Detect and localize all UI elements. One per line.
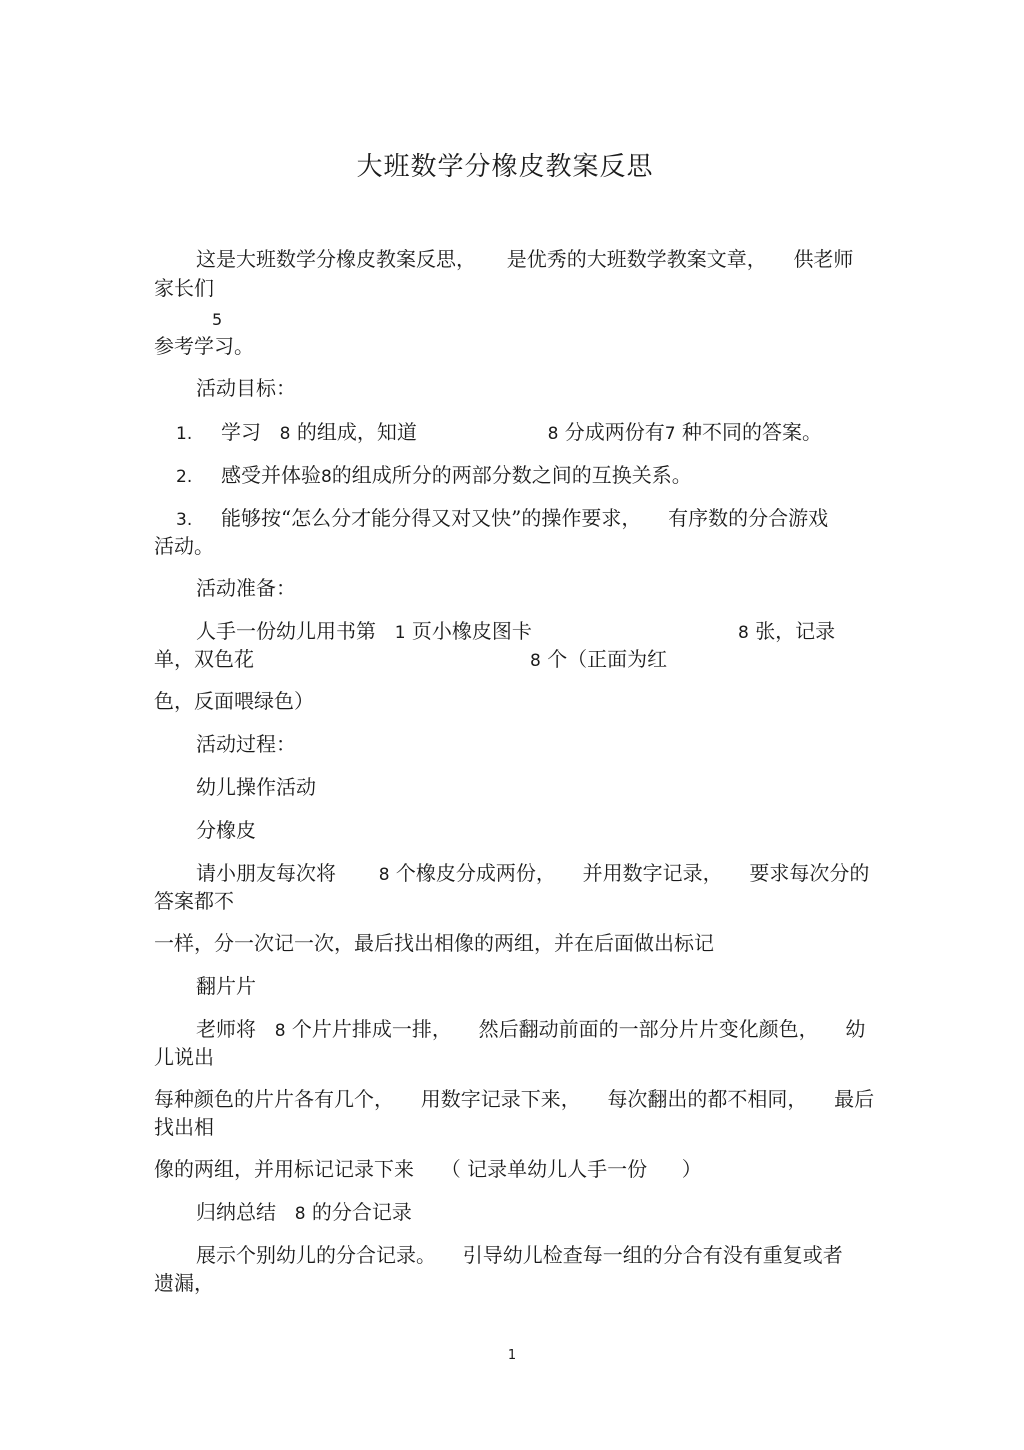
process-text: 展示个别幼儿的分合记录。 [196, 1243, 436, 1267]
process-text: 幼 [845, 1017, 866, 1041]
goal-text: 感受并体验 [220, 463, 321, 487]
process-text: 像的两组，并用标记记录下来 [154, 1157, 414, 1181]
goal-item-1 [176, 420, 822, 446]
process-text: 引导幼儿检查每一组的分合有没有重复或者 [462, 1243, 843, 1267]
process-text: 每种颜色的片片各有几个， [154, 1087, 394, 1111]
process-text: ） [681, 1157, 702, 1181]
process-text: 个片片排成一排， [291, 1017, 452, 1041]
goal-value: 8 [547, 424, 559, 444]
intro-text: 这是大班数学分橡皮教案反思， [196, 247, 476, 271]
prep-text: 人手一份幼儿用书第 [196, 619, 376, 643]
process-value: 8 [378, 865, 390, 885]
intro-line-1 [196, 247, 853, 271]
prep-value: 8 [738, 623, 749, 643]
process-p4-line [154, 1157, 702, 1181]
process-text: 然后翻动前面的一部分片片变化颜色， [478, 1017, 819, 1041]
process-p1-line-3: 一样，分一次记一次，最后找出相像的两组，并在后面做出标记 [154, 931, 714, 955]
process-value: 8 [274, 1021, 286, 1041]
process-sub-1: 幼儿操作活动 [196, 775, 316, 799]
goal-text: 学习 [220, 420, 261, 444]
goal-item-3-cont: 活动。 [154, 534, 214, 558]
goal-item-2 [176, 463, 692, 489]
process-text: （ 记录单幼儿人手一份 [440, 1157, 648, 1181]
goal-value: 7 [664, 424, 676, 444]
prep-text: 个（正面为红 [547, 647, 668, 671]
goal-number: 2. [176, 467, 193, 487]
process-p2-line-1 [196, 1017, 865, 1043]
goal-text: 的组成所分的两部分数之间的互换关系。 [331, 463, 692, 487]
goal-value: 8 [279, 424, 291, 444]
prep-line-1 [196, 619, 532, 645]
process-text: 要求每次分的 [749, 861, 870, 885]
goal-text: 分成两份有 [564, 420, 665, 444]
process-text: 并用数字记录， [582, 861, 723, 885]
process-text: 请小朋友每次将 [196, 861, 336, 885]
goals-heading: 活动目标： [196, 376, 296, 400]
prep-heading: 活动准备： [196, 576, 296, 600]
process-text: 的分合记录 [311, 1200, 412, 1224]
prep-line-1-right [738, 619, 835, 645]
intro-number: 5 [212, 310, 223, 329]
process-text: 个橡皮分成两份， [395, 861, 556, 885]
process-text: 每次翻出的都不相同， [607, 1087, 808, 1111]
goal-item-3 [176, 506, 828, 532]
prep-text: 张，记录 [755, 619, 836, 643]
page-number: 1 [507, 1348, 517, 1363]
process-p2-line-2: 儿说出 [154, 1045, 214, 1069]
process-text: 最后 [834, 1087, 875, 1111]
prep-line-3: 色，反面喂绿色） [154, 689, 314, 713]
document-title: 大班数学分橡皮教案反思 [356, 152, 654, 182]
goal-number: 3. [176, 510, 193, 530]
process-sub-2: 分橡皮 [196, 818, 256, 842]
goal-number: 1. [176, 424, 193, 444]
prep-text: 页小橡皮图卡 [411, 619, 532, 643]
process-heading: 活动过程： [196, 732, 296, 756]
goal-text: 能够按“怎么分才能分得又对又快”的操作要求， [220, 506, 642, 530]
process-value: 8 [294, 1204, 306, 1224]
prep-line-2-right [530, 647, 667, 673]
intro-line-2: 家长们 [154, 276, 214, 300]
process-p3-line-2: 找出相 [154, 1115, 214, 1139]
process-p5-line-2: 遗漏， [154, 1271, 214, 1295]
process-sub-3: 翻片片 [196, 974, 256, 998]
intro-text: 是优秀的大班数学教案文章， [506, 247, 767, 271]
process-text: 用数字记录下来， [420, 1087, 581, 1111]
intro-text: 供老师 [793, 247, 854, 271]
prep-value: 1 [394, 623, 406, 643]
process-p1-line-1 [196, 861, 869, 887]
goal-text: 种不同的答案。 [681, 420, 822, 444]
prep-line-2: 单，双色花 [154, 647, 254, 671]
process-text: 归纳总结 [196, 1200, 276, 1224]
process-text: 老师将 [196, 1017, 256, 1041]
goal-text: 有序数的分合游戏 [668, 506, 829, 530]
process-p1-line-2: 答案都不 [154, 889, 234, 913]
process-p5-line-1 [196, 1243, 843, 1267]
intro-line-3: 参考学习。 [154, 334, 254, 358]
prep-value: 8 [530, 651, 541, 671]
process-sub-4 [196, 1200, 412, 1226]
goal-value: 8 [320, 467, 332, 487]
goal-text: 的组成，知道 [296, 420, 417, 444]
process-p3-line-1 [154, 1087, 874, 1111]
